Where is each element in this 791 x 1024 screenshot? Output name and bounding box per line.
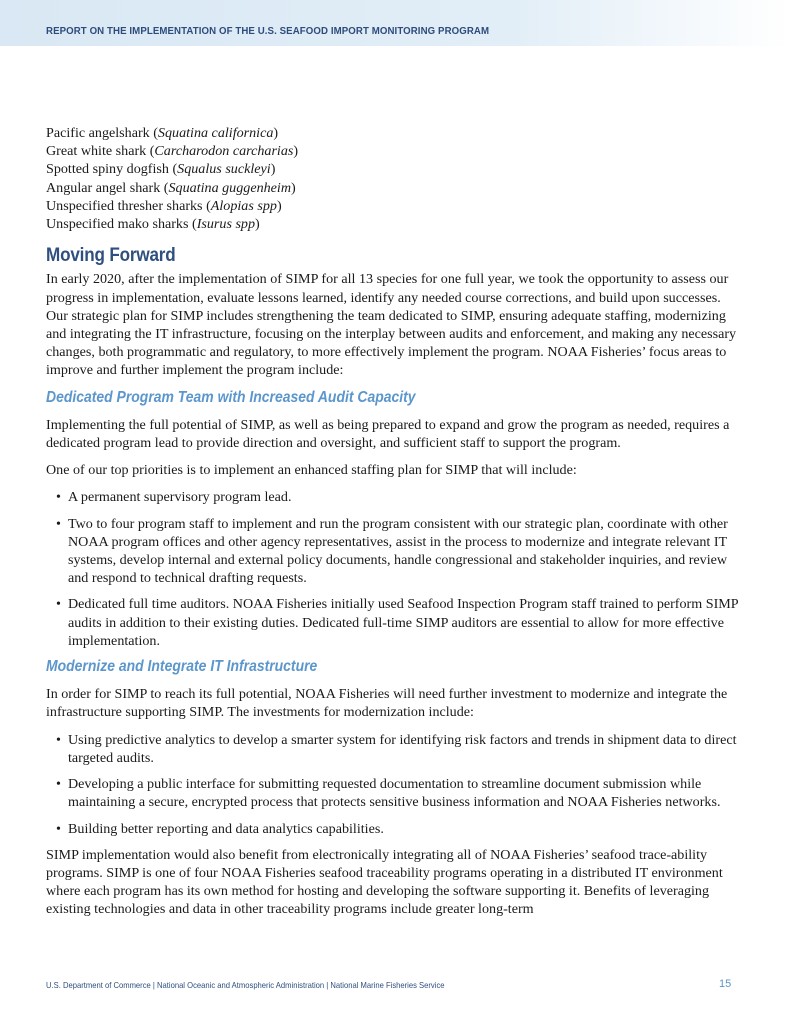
bullet-item: • Developing a public interface for submitting requested documentation to streamline document submission while maintaining a secure, encrypted process that protects sensitive business information and NOAA Fisheries networks. [68,775,746,811]
bullet-item: • Two to four program staff to implement and run the program consistent with our strategic plan, coordinate with other NOAA program offices and other agency representatives, assist in the process to modernize and integrate relevant IT systems, develop internal and external policy documents, handle congressional and stakeholder inquiries, and review and respond to technical drafting requests. [68,515,746,588]
section-heading-moving-forward: Moving Forward [46,245,176,267]
bullet-item: • Building better reporting and data analytics capabilities. [68,820,746,838]
species-item: Angular angel shark (Squatina guggenheim) [46,179,296,196]
species-item: Spotted spiny dogfish (Squalus suckleyi) [46,161,276,178]
subsection-heading-it-infrastructure: Modernize and Integrate IT Infrastructure [46,658,318,676]
species-item: Unspecified mako sharks (Isurus spp) [46,216,260,233]
report-header-title: REPORT ON THE IMPLEMENTATION OF THE U.S. SEAFOOD IMPORT MONITORING PROGRAM [46,25,490,37]
footer-agency-text: U.S. Department of Commerce | National Oceanic and Atmospheric Administration | National Marine Fisheries Service [46,980,445,990]
bullet-item: • A permanent supervisory program lead. [68,488,746,506]
paragraph: One of our top priorities is to implement an enhanced staffing plan for SIMP that will include: [46,462,577,479]
paragraph: In order for SIMP to reach its full potential, NOAA Fisheries will need further investment to modernize and integrate the infrastructure supporting SIMP. The investments for modernization include: [46,686,728,721]
page-content [46,124,746,928]
staffing-bullet-list [46,488,746,650]
paragraph: SIMP implementation would also benefit from electronically integrating all of NOAA Fisheries’ seafood trace-ability programs. SIMP is one of four NOAA Fisheries seafood traceability programs operating in a distributed IT environment where each program has its own method for hosting and developing the software supporting it. Benefits of leveraging existing technologies and data in other traceability programs include greater long-term [46,846,723,918]
species-list [46,124,746,233]
header-band [0,0,791,46]
page-number: 15 [719,978,732,990]
intro-paragraph: In early 2020, after the implementation of SIMP for all 13 species for one full year, we took the opportunity to assess our progress in implementation, evaluate lessons learned, identify any needed course corrections, and build upon successes. Our strategic plan for SIMP includes strengthening the team dedicated to SIMP, ensuring adequate staffing, modernizing and integrating the IT infrastructure, focusing on the interplay between audits and enforcement, and making any necessary changes, both programmatic and regulatory, to more effectively implement the program. NOAA Fisheries’ focus areas to improve and further implement the program include: [46,271,737,379]
bullet-item: • Dedicated full time auditors. NOAA Fisheries initially used Seafood Inspection Program staff trained to perform SIMP audits in addition to their existing duties. Dedicated full-time SIMP auditors are essential to allow for more effective implementation. [68,595,746,650]
paragraph: Implementing the full potential of SIMP, as well as being prepared to expand and grow the program as needed, requires a dedicated program lead to provide direction and oversight, and sufficient staff to support the program. [46,416,730,452]
species-item: Unspecified thresher sharks (Alopias spp) [46,197,282,214]
species-item: Great white shark (Carcharodon carcharias) [46,143,299,160]
modernization-bullet-list [46,731,746,838]
species-item: Pacific angelshark (Squatina californica) [46,125,279,141]
bullet-item: • Using predictive analytics to develop a smarter system for identifying risk factors and trends in shipment data to direct targeted audits. [68,731,746,767]
subsection-heading-program-team: Dedicated Program Team with Increased Audit Capacity [46,388,416,406]
